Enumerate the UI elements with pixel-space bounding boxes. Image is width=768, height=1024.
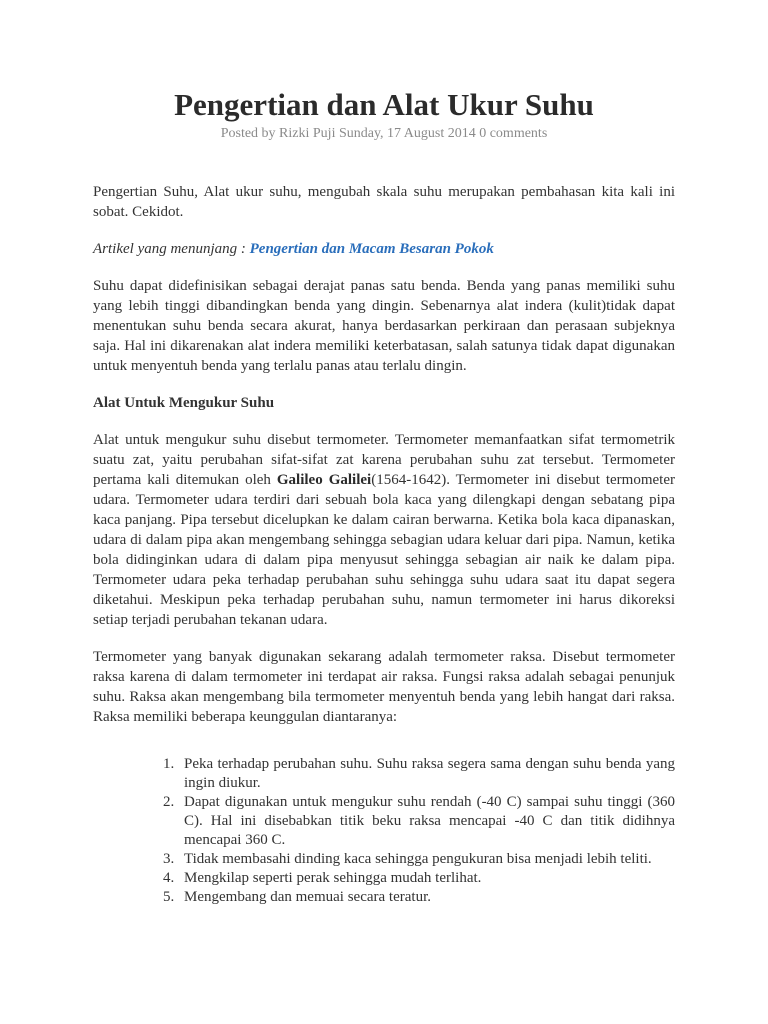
related-article [93,239,675,259]
list-item: 4. Mengkilap seperti perak sehingga mudah terlihat. [178,869,675,888]
termometer-paragraph [93,430,675,630]
galileo-name: Galileo Galilei [276,472,372,488]
list-item: 1. Peka terhadap perubahan suhu. Suhu raksa segera sama dengan suhu benda yang ingin diukur. [178,755,675,793]
suhu-definition-paragraph: Suhu dapat didefinisikan sebagai derajat panas satu benda. Benda yang panas memiliki suhu yang lebih tinggi dibandingkan benda yang dingin. Sebenarnya alat indera (kulit)tidak dapat menentukan suhu benda secara akurat, hanya berdasarkan perkiraan dan perasaan subjeknya saja. Hal ini dikarenakan alat indera memiliki keterbatasan, salah satunya tidak dapat digunakan untuk menyentuh benda yang terlalu panas atau terlalu dingin. [93,278,675,374]
advantages-list [93,755,675,907]
intro-paragraph: Pengertian Suhu, Alat ukur suhu, mengubah skala suhu merupakan pembahasan kita kali ini sobat. Cekidot. [93,184,675,220]
section-heading: Alat Untuk Mengukur Suhu [93,395,275,411]
list-item: 5. Mengembang dan memuai secara teratur. [178,888,675,907]
termometer-text-2: (1564-1642). Termometer ini disebut termometer udara. Termometer udara terdiri dari sebuah bola kaca yang dilengkapi dengan sebatang pipa kaca panjang. Pipa tersebut dicelupkan ke dalam cairan berwarna. Ketika bola kaca dipanaskan, udara di dalam pipa akan mengembang sehingga sebagian udara keluar dari pipa. Namun, ketika bola didinginkan udara di dalam pipa menyusut sehingga sebagian air naik ke dalam pipa. Termometer udara peka terhadap perubahan suhu sehingga suhu udara saat itu dapat segera diketahui. Meskipun peka terhadap perubahan suhu, namun termometer ini harus dikoreksi setiap terjadi perubahan tekanan udara. [93,472,675,628]
list-item: 3. Tidak membasahi dinding kaca sehingga pengukuran bisa menjadi lebih teliti. [178,850,675,869]
related-article-link[interactable]: Pengertian dan Macam Besaran Pokok [249,241,494,257]
related-prefix: Artikel yang menunjang : [93,241,250,257]
page-title: Pengertian dan Alat Ukur Suhu [174,87,594,122]
raksa-paragraph: Termometer yang banyak digunakan sekarang adalah termometer raksa. Disebut termometer raksa karena di dalam termometer ini terdapat air raksa. Fungsi raksa adalah sebagai penunjuk suhu. Raksa akan mengembang bila termometer menyentuh benda yang lebih hangat dari raksa. Raksa memiliki beberapa keunggulan diantaranya: [93,649,675,725]
article-body [93,182,675,907]
termometer-text-1: Alat untuk mengukur suhu disebut termometer. Termometer memanfaatkan sifat termometrik suatu zat, yaitu perubahan sifat-sifat zat karena perubahan suhu zat tersebut. Termometer pertama kali ditemukan oleh [93,432,675,488]
post-meta: Posted by Rizki Puji Sunday, 17 August 2014 0 comments [220,126,548,141]
list-item: 2. Dapat digunakan untuk mengukur suhu rendah (-40 C) sampai suhu tinggi (360 C). Hal ini disebabkan titik beku raksa mencapai -40 C dan titik didihnya mencapai 360 C. [178,793,675,850]
